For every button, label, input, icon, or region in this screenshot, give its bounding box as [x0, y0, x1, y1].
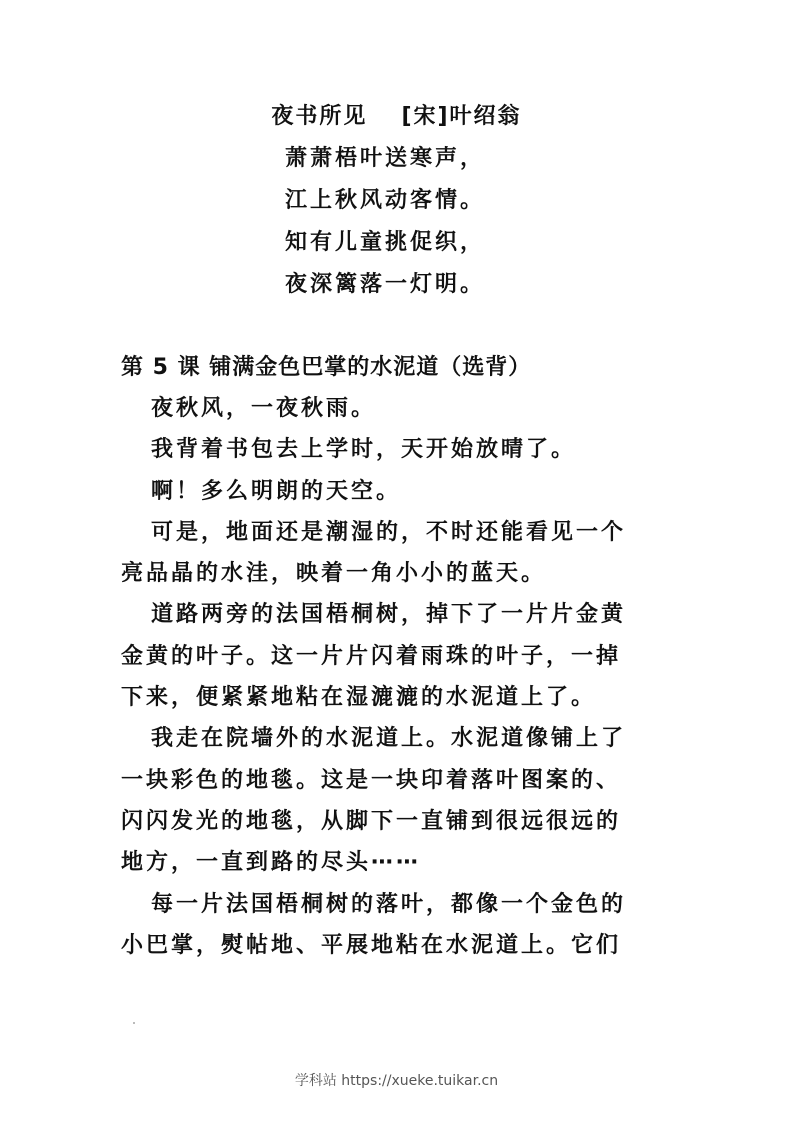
text-line: 我背着书包去上学时，天开始放晴了。 — [151, 437, 577, 463]
text-line: 一块彩色的地毯。这是一块印着落叶图案的、 — [121, 767, 622, 793]
text-line: 亮品晶的水洼，映着一角小小的蓝天。 — [121, 561, 547, 587]
scan-speck — [133, 1022, 135, 1024]
poem-body — [285, 142, 485, 310]
text-line: 地方，一直到路的尽头⋯⋯ — [121, 850, 422, 876]
text-line: 我走在院墙外的水泥道上。水泥道像铺上了 — [151, 726, 627, 752]
poem-author: [宋]叶绍翁 — [401, 104, 522, 129]
footer-watermark: 学科站 https://xueke.tuikar.cn — [294, 1073, 499, 1089]
poem-line: 萧萧梧叶送寒声， — [285, 146, 486, 171]
text-line: 闪闪发光的地毯，从脚下一直铺到很远很远的 — [121, 808, 622, 834]
poem-title — [0, 100, 793, 134]
text-line: 可是，地面还是潮湿的，不时还能看见一个 — [151, 519, 627, 545]
poem-title-text: 夜书所见 — [271, 104, 368, 129]
text-line: 下来，便紧紧地粘在湿漉漉的水泥道上了。 — [121, 685, 597, 711]
poem-line: 知有儿童挑促织， — [285, 230, 486, 255]
text-line: 夜秋风，一夜秋雨。 — [151, 396, 377, 421]
lesson-text — [121, 392, 681, 970]
poem-line: 江上秋风动客情。 — [285, 188, 486, 213]
text-line: 每一片法国梧桐树的落叶，都像一个金色的 — [151, 891, 627, 917]
text-line: 啊！多么明朗的天空。 — [151, 478, 402, 504]
text-line: 小巴掌，熨帖地、平展地粘在水泥道上。它们 — [121, 932, 622, 958]
lesson-title: 第 5 课 铺满金色巴掌的水泥道（选背） — [121, 355, 532, 380]
poem-line: 夜深篱落一灯明。 — [285, 272, 486, 297]
text-line: 金黄的叶子。这一片片闪着雨珠的叶子，一掉 — [121, 643, 622, 669]
text-line: 道路两旁的法国梧桐树，掉下了一片片金黄 — [151, 602, 627, 628]
lesson-section — [121, 352, 681, 970]
